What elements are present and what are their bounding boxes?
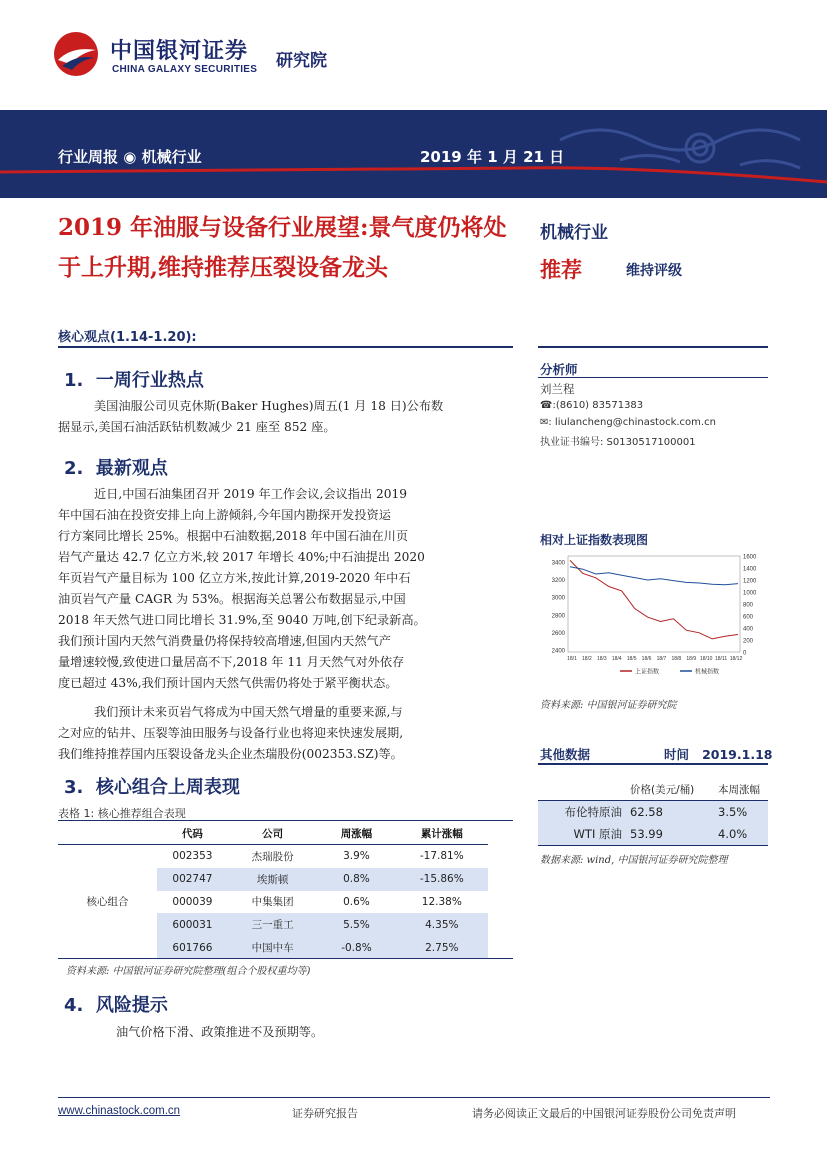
- section-1-body: 美国油服公司贝克休斯(Baker Hughes)周五(1 月 18 日)公布数 据显示,美国石油活跃钻机数减少 21 座至 852 座。: [58, 399, 444, 434]
- column-header: 公司: [262, 827, 284, 840]
- y-tick-label-left: 2600: [551, 630, 565, 637]
- footer-disclaimer: 请务必阅读正文最后的中国银河证券股份公司免责声明: [472, 1107, 736, 1120]
- brand-name-cn: 中国银河证券: [110, 39, 249, 64]
- rating-label: 推荐: [540, 258, 582, 282]
- other-data-heading: 其他数据: [540, 747, 591, 762]
- table-row: 布伦特原油 62.58 3.5%: [538, 801, 768, 824]
- footer-url-link[interactable]: www.chinastock.com.cn: [58, 1105, 181, 1117]
- x-tick-label: 18/12: [729, 656, 743, 662]
- y-tick-label-right: 1400: [743, 566, 757, 573]
- section-heading-4: 4. 风险提示: [64, 995, 168, 1016]
- table-header-row: [538, 778, 768, 801]
- table-row: 000039 中集集团 0.6% 12.38%: [172, 895, 462, 909]
- section-heading-2: 2. 最新观点: [64, 458, 168, 479]
- x-tick-label: 18/8: [671, 656, 682, 662]
- column-header: 累计涨幅: [420, 827, 463, 840]
- x-tick-label: 18/7: [656, 656, 667, 662]
- galaxy-logo-icon: [52, 30, 100, 78]
- x-tick-label: 18/2: [582, 656, 592, 662]
- rating-action: 维持评级: [626, 263, 682, 279]
- x-tick-label: 18/1: [567, 656, 577, 662]
- x-tick-label: 18/9: [686, 656, 697, 662]
- x-tick-label: 18/10: [699, 656, 713, 662]
- table-row: 核心组合 002353 杰瑞股份 3.9% -17.81%: [58, 845, 488, 868]
- analyst-name: 刘兰程: [540, 382, 575, 396]
- column-header: 代码: [181, 827, 203, 840]
- core-view-heading: 核心观点(1.14-1.20):: [58, 330, 197, 345]
- y-tick-label-right: 600: [743, 614, 754, 621]
- other-data-rule: [538, 763, 768, 765]
- table-bottom-rule: [58, 958, 513, 959]
- group-label: 核心组合: [86, 896, 129, 909]
- x-tick-label: 18/5: [626, 656, 637, 662]
- legend-label: 上证指数: [635, 668, 660, 676]
- sidebar-divider: [538, 346, 768, 348]
- section-heading-3: 3. 核心组合上周表现: [64, 777, 240, 798]
- y-tick-label-right: 1200: [743, 578, 757, 585]
- table-row: 600031 三一重工 5.5% 4.35%: [58, 913, 488, 936]
- y-tick-label-left: 3200: [551, 578, 565, 585]
- y-tick-label-right: 400: [743, 626, 754, 633]
- table-header-row: [58, 822, 488, 845]
- plot-area: [568, 556, 740, 652]
- footer-report-type: 证券研究报告: [292, 1107, 358, 1120]
- report-date: 2019 年 1 月 21 日: [420, 148, 565, 166]
- x-tick-label: 18/4: [611, 656, 622, 662]
- sidebar-industry: 机械行业: [540, 223, 608, 243]
- column-header: 本周涨幅: [718, 783, 760, 796]
- analyst-rule: [538, 377, 768, 378]
- title-divider: [58, 346, 513, 348]
- x-tick-label: 18/3: [596, 656, 607, 662]
- analyst-heading: 分析师: [540, 362, 578, 377]
- section-2-para-1: 近日,中国石油集团召开 2019 年工作会议,会议指出 2019 年中国石油在投资安排上向上游倾斜,今年国内勘探开发投资运 行方案同比增长 25%。根据中石油数据,2018 年中国石油在川页 岩气产量达 42.7 亿立方米,较 2017 年增长 40%;中石油提出 2020 年页岩气产量目标为 100 亿立方米,按此计算,2019-2020 年中石 油页岩气产量 CAGR 为 53%。根据海关总署公布数据显示,中国 2018 年天然气进口同比增长 31.9%,至 9040 万吨,创下纪录新高。 我们预计国内天然气消费量仍将保持较高增速,但国内天然气产 量增速较慢,致使进口量居高不下,2018 年 11 月天然气对外依存 度已超过 43%,我们预计国内天然气供需仍将处于紧平衡状态。: [58, 487, 426, 690]
- y-tick-label-left: 2800: [551, 613, 565, 620]
- other-data-source: 数据来源: wind, 中国银河证券研究院整理: [540, 855, 728, 866]
- chart-title: 相对上证指数表现图: [540, 533, 649, 547]
- chart-source: 资料来源: 中国银河证券研究院: [540, 700, 677, 711]
- performance-chart: [540, 550, 770, 682]
- column-header: 周涨幅: [340, 827, 373, 840]
- y-tick-label-left: 3400: [551, 560, 565, 567]
- holdings-table: [58, 822, 488, 959]
- x-tick-label: 18/6: [641, 656, 652, 662]
- holdings-source: 资料来源: 中国银河证券研究院整理(组合个股权重均等): [66, 966, 311, 977]
- table-row: 002747 埃斯顿 0.8% -15.86%: [58, 868, 488, 891]
- x-tick-label: 18/11: [715, 656, 728, 662]
- analyst-license: 执业证书编号: S0130517100001: [540, 437, 696, 448]
- y-tick-label-right: 800: [743, 602, 754, 609]
- footer-rule: [58, 1097, 770, 1098]
- section-heading-1: 1. 一周行业热点: [64, 370, 204, 391]
- other-data-table: [538, 778, 768, 846]
- y-tick-label-left: 3000: [551, 595, 565, 602]
- brand-name-en: CHINA GALAXY SECURITIES: [112, 64, 258, 75]
- other-data-date: 时间 2019.1.18: [664, 747, 773, 762]
- table-top-rule: [58, 820, 513, 821]
- holdings-caption: 表格 1: 核心推荐组合表现: [58, 807, 186, 820]
- table-row: 601766 中国中车 -0.8% 2.75%: [58, 936, 488, 959]
- risk-text: 油气价格下滑、政策推进不及预期等。: [116, 1025, 324, 1039]
- section-2-para-2: 我们预计未来页岩气将成为中国天然气增量的重要来源,与 之对应的钻井、压裂等油田服务与设备行业也将迎来快速发展期, 我们维持推荐国内压裂设备龙头企业杰瑞股份(002353.SZ)等。: [58, 705, 404, 761]
- column-header: 价格(美元/桶): [630, 783, 695, 796]
- y-tick-label-right: 0: [743, 650, 747, 657]
- analyst-email: ✉: liulancheng@chinastock.com.cn: [540, 417, 716, 428]
- y-tick-label-right: 1600: [743, 554, 757, 561]
- y-tick-label-right: 1000: [743, 590, 757, 597]
- report-type: 行业周报 ◉ 机械行业: [58, 148, 202, 166]
- y-tick-label-right: 200: [743, 638, 754, 645]
- y-tick-label-left: 2400: [551, 648, 565, 655]
- legend-label: 机械指数: [695, 668, 720, 676]
- institute-label: 研究院: [276, 51, 327, 71]
- analyst-phone: ☎:(8610) 83571383: [540, 400, 644, 411]
- report-title: 2019 年油服与设备行业展望:景气度仍将处于上升期,维持推荐压裂设备龙头: [58, 214, 507, 281]
- table-row: WTI 原油 53.99 4.0%: [538, 823, 768, 846]
